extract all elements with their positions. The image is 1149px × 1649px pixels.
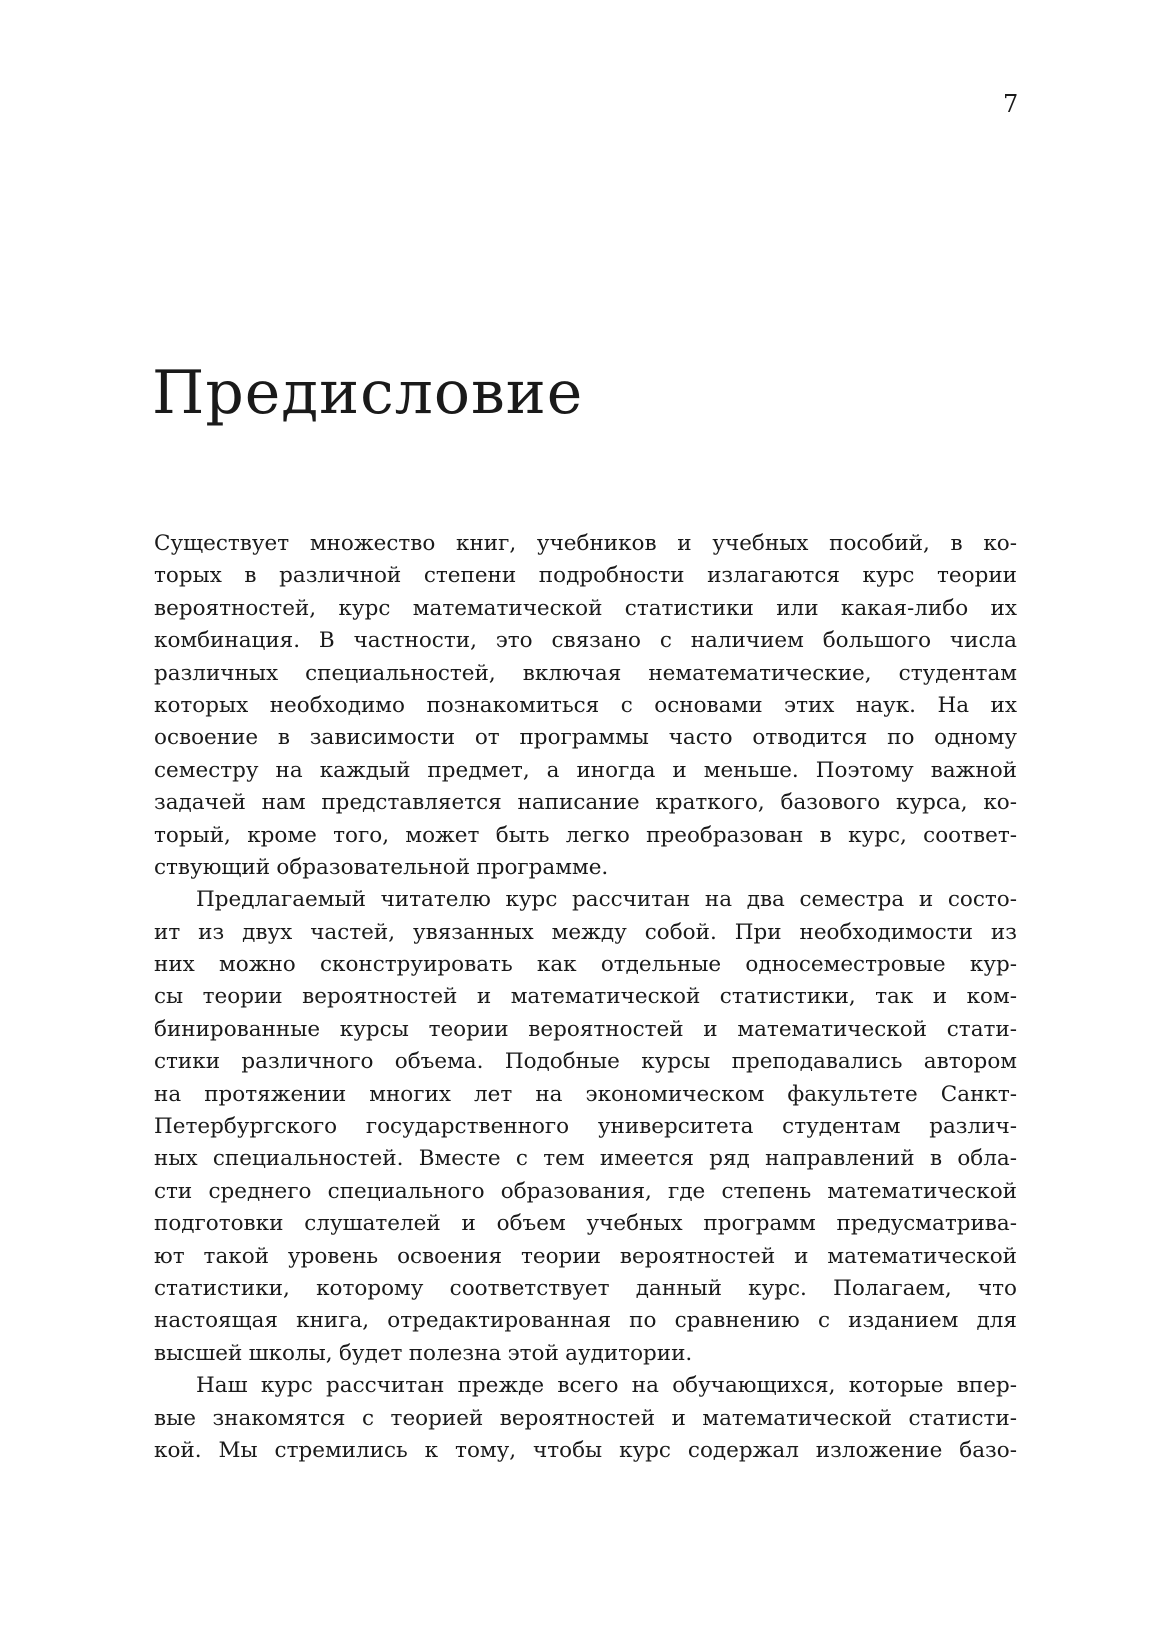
text-line: различных специальностей, включая нематематические, студентам [154,660,1017,686]
text-line: на протяжении многих лет на экономическом факультете Санкт- [154,1081,1017,1107]
text-line: кой. Мы стремились к тому, чтобы курс содержал изложение базо- [154,1437,1017,1463]
text-line: торый, кроме того, может быть легко преобразован в курс, соответ- [154,822,1017,848]
text-line: семестру на каждый предмет, а иногда и меньше. Поэтому важной [154,757,1017,783]
text-line: ит из двух частей, увязанных между собой. При необходимости из [154,919,1017,945]
text-line: ствующий образовательной программе. [154,854,609,880]
text-line: задачей нам представляется написание краткого, базового курса, ко- [154,790,1017,816]
text-line: ют такой уровень освоения теории вероятностей и математической [154,1243,1017,1269]
text-line: подготовки слушателей и объем учебных программ предусматрива- [154,1211,1017,1237]
text-line: освоение в зависимости от программы часто отводится по одному [154,725,1017,751]
text-line: комбинация. В частности, это связано с наличием большого числа [154,628,1017,654]
page-number: 7 [1003,90,1019,118]
text-line: сы теории вероятностей и математической статистики, так и ком- [154,984,1017,1010]
paragraph-3 [154,1370,1017,1467]
text-line: Существует множество книг, учебников и учебных пособий, в ко- [154,531,1017,556]
text-line: статистики, которому соответствует данный курс. Полагаем, что [154,1275,1017,1301]
text-line: них можно сконструировать как отдельные односеместровые кур- [154,952,1017,978]
text-line: Наш курс рассчитан прежде всего на обучающихся, которые впер- [196,1373,1017,1399]
text-line: ных специальностей. Вместе с тем имеется ряд направлений в обла- [154,1146,1017,1172]
text-line: которых необходимо познакомиться с основами этих наук. На их [154,692,1017,718]
text-line: настоящая книга, отредактированная по сравнению с изданием для [154,1308,1017,1334]
text-line: вероятностей, курс математической статистики или какая-либо их [154,595,1017,621]
paragraph-1 [154,528,1017,884]
text-line: Предлагаемый читателю курс рассчитан на два семестра и состо- [196,887,1017,913]
text-line: высшей школы, будет полезна этой аудитории. [154,1340,693,1366]
paragraph-2 [154,884,1017,1370]
text-line: стики различного объема. Подобные курсы преподавались автором [154,1049,1017,1075]
text-line: бинированные курсы теории вероятностей и математической стати- [154,1016,1017,1042]
text-line: торых в различной степени подробности излагаются курс теории [154,563,1017,589]
body-text [154,528,1017,1467]
text-line: сти среднего специального образования, где степень математической [154,1178,1017,1204]
text-line: Петербургского государственного университета студентам различ- [154,1114,1017,1140]
chapter-title: Предисловие [152,358,584,428]
text-line: вые знакомятся с теорией вероятностей и математической статисти- [154,1405,1017,1431]
